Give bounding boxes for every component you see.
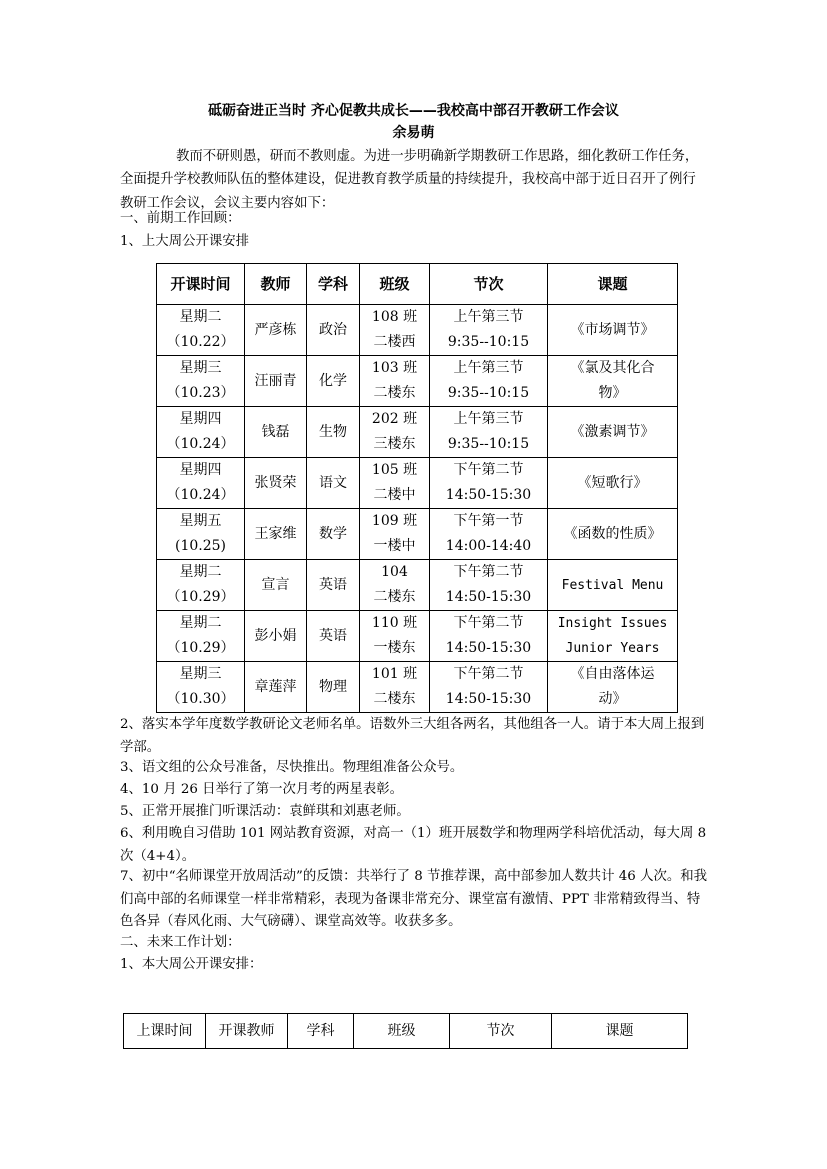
subject-subject-text: 政治 — [319, 321, 347, 338]
period-cell — [430, 407, 548, 458]
topic-topic1-text: 《市场调节》 — [570, 321, 655, 338]
subject-cell — [307, 305, 360, 356]
class-cell — [360, 356, 430, 407]
subject-subject-text: 英语 — [319, 576, 347, 593]
topic-topic1-text: 《函数的性质》 — [563, 525, 662, 542]
teacher-teacher-text: 钱磊 — [261, 423, 290, 440]
item6-text: 6、利用晚自习借助 101 网站教育资源，对高一（1）班开展数学和物理两学科培优活动，每大周 8 次（4+4）。 — [120, 826, 707, 864]
class-class1-text: 103 班 — [371, 360, 418, 376]
class-class1-text: 202 班 — [371, 411, 418, 427]
teacher-teacher-text: 严彦栋 — [254, 321, 297, 338]
subject-cell — [307, 458, 360, 509]
subject-subject-text: 物理 — [319, 678, 347, 695]
class-class2-text: 二楼中 — [373, 487, 416, 503]
class-cell — [360, 611, 430, 662]
period-period2-text: 9:35--10:15 — [447, 334, 530, 350]
period-cell — [430, 356, 548, 407]
class-cell — [360, 305, 430, 356]
subject-cell — [307, 509, 360, 560]
item7-text: 7、初中“名师课堂开放周活动”的反馈：共举行了 8 节推荐课，高中部参加人数共计 46 人次。和我们高中部的名师课堂一样非常精彩，表现为备课非常充分、课堂富有激情、PPT 非常精致得当、特色各异（春风化雨、大气磅礴）、课堂高效等。收获多多。 — [120, 869, 708, 929]
class-class2-text: 二楼西 — [373, 334, 416, 350]
plan-item1-text: 1、本大周公开课安排： — [120, 957, 263, 972]
header-period: 节次 — [450, 1014, 552, 1049]
header-period: 节次 — [430, 264, 548, 305]
header-teacher: 开课教师 — [206, 1014, 288, 1049]
item4-text: 4、10 月 26 日举行了第一次月考的两星表彰。 — [120, 782, 404, 797]
topic-cell — [548, 356, 678, 407]
table-row — [157, 560, 678, 611]
period-period1-text: 上午第三节 — [453, 360, 524, 376]
teacher-teacher-text: 彭小娟 — [254, 627, 297, 644]
topic-cell — [548, 305, 678, 356]
teacher-teacher-text: 汪丽青 — [254, 372, 297, 389]
teacher-cell — [245, 356, 307, 407]
table-row — [157, 458, 678, 509]
topic-topic2-text: Junior Years — [565, 641, 660, 656]
header-class: 班级 — [354, 1014, 450, 1049]
time-cell — [157, 458, 245, 509]
period-cell — [430, 509, 548, 560]
period-period2-text: 9:35--10:15 — [447, 436, 530, 452]
header-time: 开课时间 — [157, 264, 245, 305]
period-period2-text: 14:50-15:30 — [445, 640, 532, 656]
item3-text: 3、语文组的公众号准备，尽快推出。物理组准备公众号。 — [120, 760, 464, 775]
teacher-teacher-text: 王家维 — [254, 525, 297, 542]
section1-heading: 一、前期工作回顾： — [120, 211, 241, 226]
class-class2-text: 一楼中 — [373, 538, 416, 554]
topic-topic1-text: 《氯及其化合 — [570, 360, 655, 376]
subject-cell — [307, 356, 360, 407]
item1-text: 1、上大周公开课安排 — [120, 234, 250, 249]
subject-cell — [307, 560, 360, 611]
time-cell — [157, 407, 245, 458]
subject-subject-text: 化学 — [319, 372, 347, 389]
table-row — [157, 509, 678, 560]
topic-cell — [548, 458, 678, 509]
intro-paragraph: 教而不研则愚，研而不教则虚。为进一步明确新学期教研工作思路，细化教研工作任务，全面提升学校教师队伍的整体建设，促进教育教学质量的持续提升，我校高中部于近日召开了例行教研工作会议，会议主要内容如下： — [120, 149, 699, 211]
topic-cell — [548, 509, 678, 560]
header-subject: 学科 — [307, 264, 360, 305]
table-row — [157, 356, 678, 407]
period-period1-text: 下午第二节 — [453, 564, 524, 580]
time-cell — [157, 305, 245, 356]
class-class1-text: 110 班 — [371, 615, 418, 631]
time-date-text: （10.24） — [166, 487, 235, 503]
time-date-text: （10.23） — [166, 385, 235, 401]
period-cell — [430, 458, 548, 509]
period-period2-text: 14:50-15:30 — [445, 487, 532, 503]
class-cell — [360, 407, 430, 458]
class-class2-text: 二楼东 — [373, 589, 416, 605]
time-date-text: （10.24） — [166, 436, 235, 452]
table-row — [157, 662, 678, 713]
time-day-text: 星期三 — [179, 360, 222, 376]
class-class1-text: 108 班 — [371, 309, 418, 325]
item2-text: 2、落实本学年度数学教研论文老师名单。语数外三大组各两名，其他组各一人。请于本大周上报到学部。 — [120, 717, 705, 755]
period-period2-text: 14:50-15:30 — [445, 589, 532, 605]
time-cell — [157, 356, 245, 407]
topic-topic1-text: Festival Menu — [561, 577, 664, 593]
teacher-cell — [245, 560, 307, 611]
time-day-text: 星期三 — [179, 666, 222, 682]
subject-subject-text: 语文 — [319, 474, 347, 491]
time-day-text: 星期二 — [179, 615, 222, 631]
period-cell — [430, 560, 548, 611]
header-class: 班级 — [360, 264, 430, 305]
period-period1-text: 下午第二节 — [453, 462, 524, 478]
period-period1-text: 下午第一节 — [453, 513, 524, 529]
subject-cell — [307, 662, 360, 713]
table-row — [157, 611, 678, 662]
class-class2-text: 三楼东 — [373, 436, 416, 452]
open-class-table-upcoming — [123, 1013, 688, 1049]
topic-topic1-text: 《激素调节》 — [570, 423, 655, 440]
open-class-table-past — [156, 263, 678, 713]
teacher-cell — [245, 509, 307, 560]
class-cell — [360, 458, 430, 509]
teacher-teacher-text: 宣言 — [261, 576, 290, 593]
article-author: 余易萌 — [392, 125, 435, 141]
period-cell — [430, 662, 548, 713]
class-class2-text: 一楼东 — [373, 640, 416, 656]
table-header-row — [157, 264, 678, 305]
class-cell — [360, 509, 430, 560]
class-class2-text: 二楼东 — [373, 385, 416, 401]
time-cell — [157, 560, 245, 611]
header-topic: 课题 — [548, 264, 678, 305]
subject-subject-text: 英语 — [319, 627, 347, 644]
time-day-text: 星期四 — [179, 462, 222, 478]
topic-topic2-text: 物》 — [598, 385, 627, 401]
period-cell — [430, 305, 548, 356]
subject-subject-text: 数学 — [319, 525, 347, 542]
period-period2-text: 14:00-14:40 — [445, 538, 532, 554]
class-cell — [360, 560, 430, 611]
teacher-cell — [245, 305, 307, 356]
header-teacher: 教师 — [245, 264, 307, 305]
time-date-text: （10.29） — [166, 640, 235, 656]
period-period1-text: 下午第二节 — [453, 666, 524, 682]
header-topic: 课题 — [552, 1014, 688, 1049]
time-day-text: 星期二 — [179, 309, 222, 325]
topic-cell — [548, 611, 678, 662]
time-date-text: (10.25) — [174, 538, 226, 554]
class-class1-text: 104 — [381, 564, 408, 580]
section2-heading: 二、未来工作计划： — [120, 935, 241, 950]
time-day-text: 星期五 — [179, 513, 222, 529]
teacher-cell — [245, 611, 307, 662]
article-title: 砥砺奋进正当时 齐心促教共成长——我校高中部召开教研工作会议 — [208, 103, 619, 119]
header-time: 上课时间 — [124, 1014, 206, 1049]
period-period2-text: 9:35--10:15 — [447, 385, 530, 401]
teacher-teacher-text: 章莲萍 — [254, 678, 297, 695]
teacher-cell — [245, 458, 307, 509]
item5-text: 5、正常开展推门听课活动：袁鲜琪和刘惠老师。 — [120, 804, 410, 819]
time-day-text: 星期二 — [179, 564, 222, 580]
time-day-text: 星期四 — [179, 411, 222, 427]
class-class1-text: 105 班 — [371, 462, 418, 478]
period-period1-text: 上午第三节 — [453, 309, 524, 325]
teacher-teacher-text: 张贤荣 — [254, 474, 297, 491]
class-cell — [360, 662, 430, 713]
subject-cell — [307, 407, 360, 458]
time-cell — [157, 509, 245, 560]
topic-topic1-text: 《短歌行》 — [577, 474, 648, 491]
table-row — [157, 305, 678, 356]
period-period1-text: 下午第二节 — [453, 615, 524, 631]
teacher-cell — [245, 662, 307, 713]
topic-cell — [548, 560, 678, 611]
topic-cell — [548, 662, 678, 713]
subject-subject-text: 生物 — [319, 423, 347, 440]
time-cell — [157, 662, 245, 713]
header-subject: 学科 — [288, 1014, 354, 1049]
time-date-text: （10.30） — [166, 691, 235, 707]
table-row — [157, 407, 678, 458]
teacher-cell — [245, 407, 307, 458]
time-cell — [157, 611, 245, 662]
topic-topic1-text: 《自由落体运 — [570, 666, 655, 682]
period-cell — [430, 611, 548, 662]
time-date-text: （10.22） — [166, 334, 235, 350]
class-class1-text: 109 班 — [371, 513, 418, 529]
topic-cell — [548, 407, 678, 458]
subject-cell — [307, 611, 360, 662]
period-period1-text: 上午第三节 — [453, 411, 524, 427]
topic-topic2-text: 动》 — [598, 691, 627, 707]
time-date-text: （10.29） — [166, 589, 235, 605]
class-class2-text: 二楼东 — [373, 691, 416, 707]
class-class1-text: 101 班 — [371, 666, 418, 682]
table-header-row — [124, 1014, 688, 1049]
period-period2-text: 14:50-15:30 — [445, 691, 532, 707]
topic-topic1-text: Insight Issues — [557, 616, 668, 631]
